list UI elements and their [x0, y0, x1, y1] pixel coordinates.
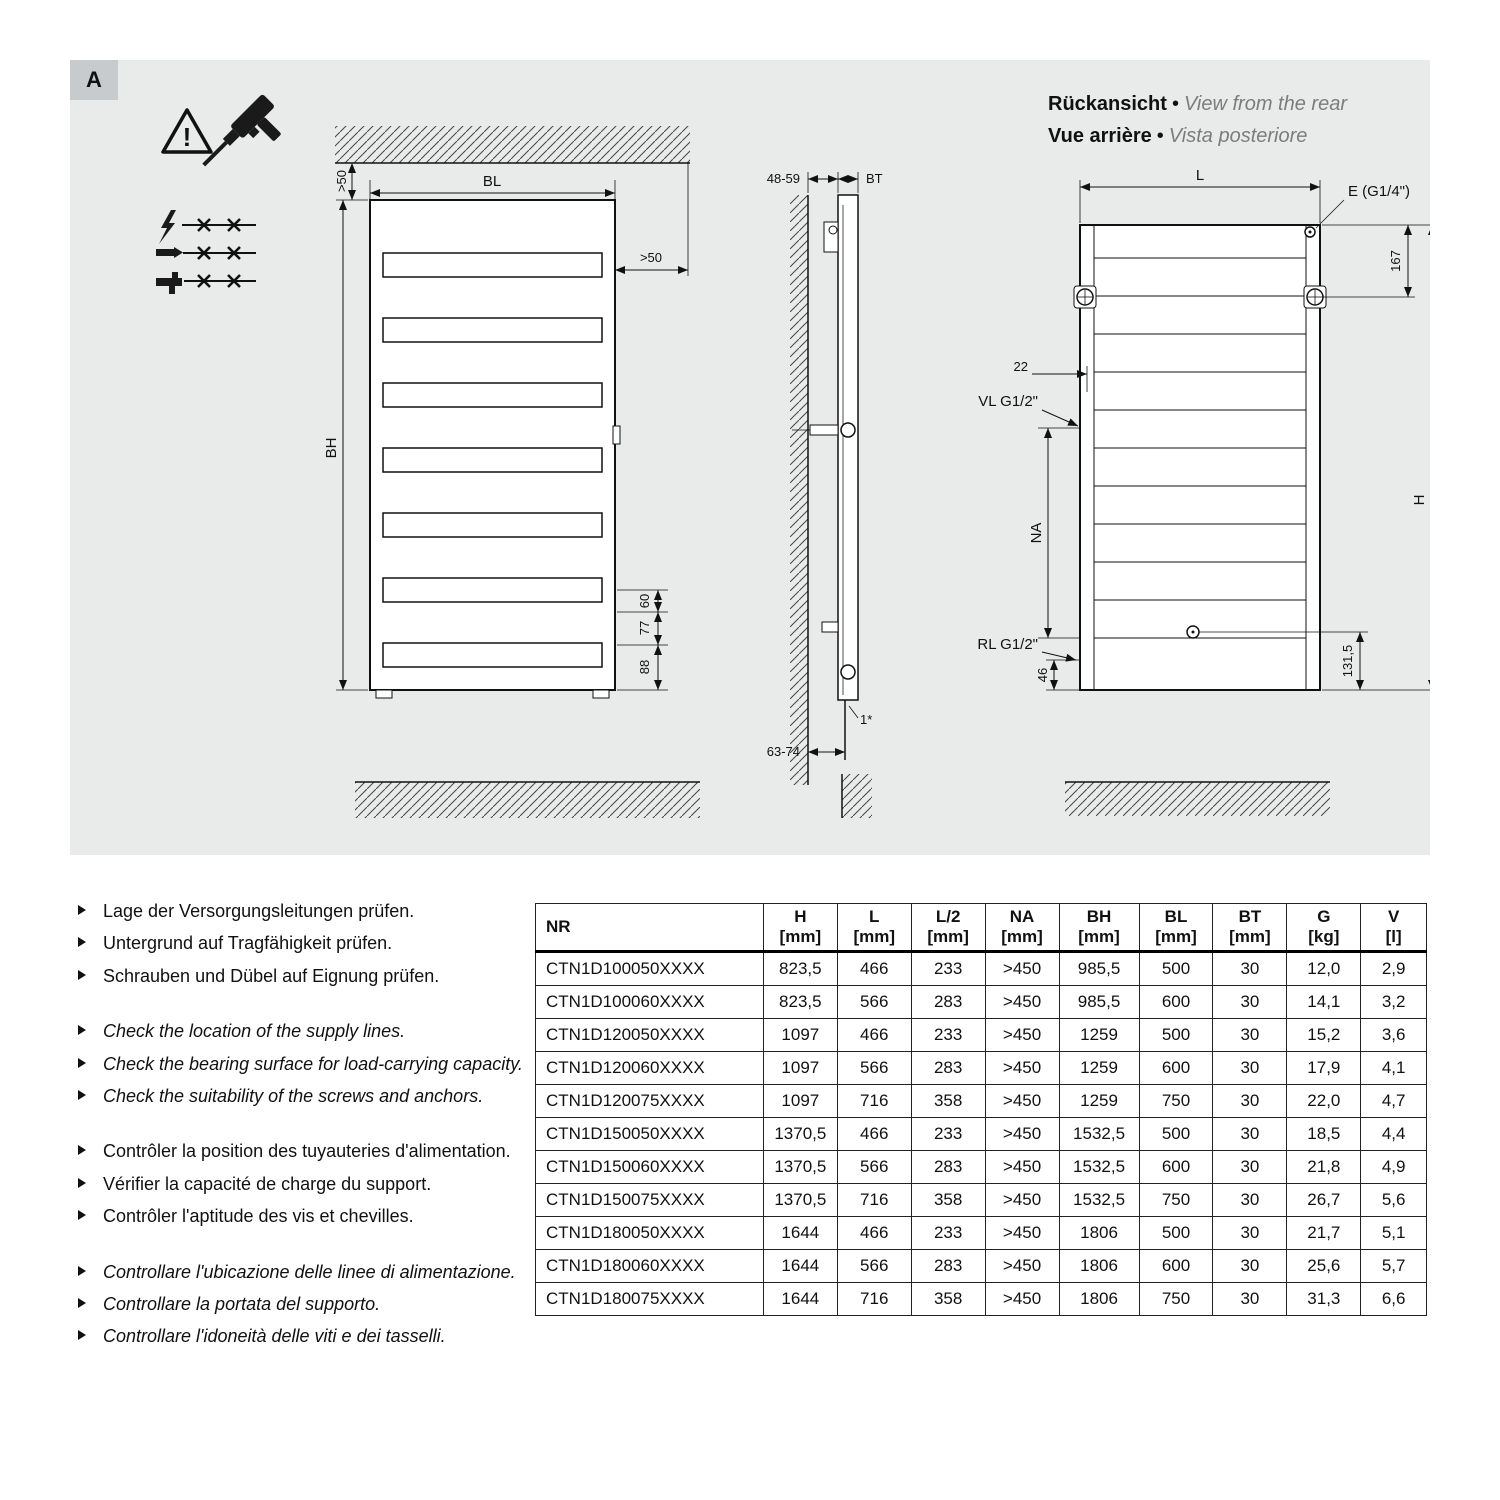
- dim-label-131-5: 131,5: [1340, 644, 1355, 678]
- front-view: [323, 126, 700, 818]
- value-cell: 566: [837, 1052, 911, 1085]
- value-cell: 283: [911, 1052, 985, 1085]
- value-cell: 30: [1213, 986, 1287, 1019]
- wall-hatch-side: [790, 195, 808, 785]
- value-cell: 30: [1213, 1052, 1287, 1085]
- model-number-cell: CTN1D120060XXXX: [536, 1052, 764, 1085]
- value-cell: 2,9: [1361, 952, 1427, 986]
- dim-label-1star: 1*: [860, 712, 873, 727]
- value-cell: 500: [1139, 1118, 1213, 1151]
- spec-table-body: [536, 952, 1427, 1316]
- technical-drawing: [70, 60, 1430, 855]
- value-cell: 4,4: [1361, 1118, 1427, 1151]
- dim-label-bl: BL: [482, 173, 502, 190]
- value-cell: 30: [1213, 1019, 1287, 1052]
- dim-label-l: L: [1195, 167, 1205, 184]
- value-cell: 30: [1213, 1283, 1287, 1316]
- lightning-icon: [159, 210, 176, 244]
- rear-view: [977, 167, 1430, 816]
- value-cell: 1370,5: [763, 1118, 837, 1151]
- dim-label-48-59: 48-59: [766, 171, 800, 186]
- value-cell: 18,5: [1287, 1118, 1361, 1151]
- value-cell: 1370,5: [763, 1184, 837, 1217]
- value-cell: 750: [1139, 1184, 1213, 1217]
- model-number-cell: CTN1D180075XXXX: [536, 1283, 764, 1316]
- value-cell: >450: [985, 1052, 1059, 1085]
- title-it: Vista posteriore: [1168, 125, 1308, 147]
- instruction-group: [76, 1020, 528, 1108]
- value-cell: 12,0: [1287, 952, 1361, 986]
- instruction-group: [76, 900, 528, 988]
- value-cell: 600: [1139, 986, 1213, 1019]
- value-cell: 358: [911, 1283, 985, 1316]
- value-cell: 283: [911, 1250, 985, 1283]
- table-row: [536, 1151, 1427, 1184]
- header-row: [536, 904, 1427, 952]
- col-header-h: H [mm]: [763, 904, 837, 952]
- title-de: Rückansicht: [1048, 93, 1167, 115]
- value-cell: 1806: [1059, 1217, 1139, 1250]
- radiator-side: [838, 195, 858, 700]
- value-cell: 30: [1213, 1250, 1287, 1283]
- instruction-item: Check the suitability of the screws and anchors.: [76, 1085, 528, 1108]
- radiator-rear: [1080, 225, 1320, 690]
- value-cell: 283: [911, 1151, 985, 1184]
- value-cell: 600: [1139, 1250, 1213, 1283]
- value-cell: 600: [1139, 1151, 1213, 1184]
- value-cell: 1259: [1059, 1085, 1139, 1118]
- bracket-bolt: [841, 423, 855, 437]
- value-cell: >450: [985, 1151, 1059, 1184]
- table-row: [536, 1184, 1427, 1217]
- value-cell: 21,7: [1287, 1217, 1361, 1250]
- value-cell: 358: [911, 1085, 985, 1118]
- value-cell: 823,5: [763, 986, 837, 1019]
- dim-label-bt: BT: [866, 171, 883, 186]
- lower-bracket: [822, 622, 838, 632]
- wall-hatch-top: [335, 126, 690, 163]
- value-cell: 600: [1139, 1052, 1213, 1085]
- value-cell: 30: [1213, 952, 1287, 986]
- value-cell: 1097: [763, 1085, 837, 1118]
- value-cell: >450: [985, 1283, 1059, 1316]
- table-row: [536, 952, 1427, 986]
- drill-icon: [197, 94, 292, 189]
- no-drill-conduit-row: [156, 247, 256, 259]
- value-cell: 1097: [763, 1052, 837, 1085]
- col-header-g: G [kg]: [1287, 904, 1361, 952]
- value-cell: 1644: [763, 1217, 837, 1250]
- col-header-bh: BH [mm]: [1059, 904, 1139, 952]
- value-cell: 716: [837, 1085, 911, 1118]
- side-clip: [613, 426, 620, 444]
- value-cell: 4,1: [1361, 1052, 1427, 1085]
- side-view: [767, 171, 883, 818]
- instruction-group: [76, 1261, 528, 1349]
- towel-bar-slot: [383, 253, 602, 277]
- value-cell: 14,1: [1287, 986, 1361, 1019]
- table-row: [536, 986, 1427, 1019]
- table-row: [536, 1283, 1427, 1316]
- value-cell: 750: [1139, 1283, 1213, 1316]
- instruction-item: Vérifier la capacité de charge du support.: [76, 1173, 528, 1196]
- value-cell: 1259: [1059, 1052, 1139, 1085]
- value-cell: 25,6: [1287, 1250, 1361, 1283]
- value-cell: 233: [911, 952, 985, 986]
- dim-label-77: 77: [637, 620, 652, 636]
- instruction-item: Controllare la portata del supporto.: [76, 1293, 528, 1316]
- value-cell: 1644: [763, 1283, 837, 1316]
- dim-label-bh: BH: [323, 437, 340, 459]
- bracket-bolt: [841, 665, 855, 679]
- value-cell: 1532,5: [1059, 1184, 1139, 1217]
- value-cell: >450: [985, 1250, 1059, 1283]
- no-drill-electric-row: [159, 210, 256, 244]
- col-header-bl: BL [mm]: [1139, 904, 1213, 952]
- model-number-cell: CTN1D180050XXXX: [536, 1217, 764, 1250]
- value-cell: 358: [911, 1184, 985, 1217]
- model-number-cell: CTN1D150060XXXX: [536, 1151, 764, 1184]
- value-cell: 985,5: [1059, 986, 1139, 1019]
- model-number-cell: CTN1D150050XXXX: [536, 1118, 764, 1151]
- dim-label-e-valve: E (G1/4"): [1348, 183, 1411, 200]
- value-cell: >450: [985, 1184, 1059, 1217]
- dim-label-gt50-side: >50: [639, 250, 663, 265]
- value-cell: 1532,5: [1059, 1151, 1139, 1184]
- value-cell: 1532,5: [1059, 1118, 1139, 1151]
- title-separator: •: [1171, 93, 1179, 115]
- radiator-foot: [376, 690, 392, 698]
- instruction-item: Controllare l'ubicazione delle linee di alimentazione.: [76, 1261, 528, 1284]
- value-cell: 500: [1139, 952, 1213, 986]
- value-cell: 566: [837, 986, 911, 1019]
- spec-table: [535, 903, 1427, 1316]
- model-number-cell: CTN1D120050XXXX: [536, 1019, 764, 1052]
- value-cell: 30: [1213, 1184, 1287, 1217]
- value-cell: 30: [1213, 1085, 1287, 1118]
- instruction-group: [76, 1140, 528, 1228]
- title-fr: Vue arrière: [1048, 125, 1152, 147]
- value-cell: 466: [837, 1118, 911, 1151]
- model-number-cell: CTN1D100060XXXX: [536, 986, 764, 1019]
- model-number-cell: CTN1D150075XXXX: [536, 1184, 764, 1217]
- value-cell: 1644: [763, 1250, 837, 1283]
- value-cell: >450: [985, 1085, 1059, 1118]
- value-cell: 466: [837, 952, 911, 986]
- value-cell: 17,9: [1287, 1052, 1361, 1085]
- value-cell: 716: [837, 1184, 911, 1217]
- value-cell: 3,2: [1361, 986, 1427, 1019]
- value-cell: 15,2: [1287, 1019, 1361, 1052]
- dim-label-vl: VL G1/2": [978, 393, 1038, 410]
- value-cell: 5,6: [1361, 1184, 1427, 1217]
- instruction-item: Untergrund auf Tragfähigkeit prüfen.: [76, 932, 528, 955]
- col-header-l: L [mm]: [837, 904, 911, 952]
- value-cell: 5,1: [1361, 1217, 1427, 1250]
- panel-label: A: [70, 60, 118, 100]
- dim-label-63-74: 63-74: [766, 744, 800, 759]
- instruction-item: Check the bearing surface for load-carrying capacity.: [76, 1053, 528, 1076]
- value-cell: >450: [985, 1217, 1059, 1250]
- value-cell: 30: [1213, 1217, 1287, 1250]
- value-cell: 233: [911, 1217, 985, 1250]
- value-cell: 1806: [1059, 1250, 1139, 1283]
- value-cell: 466: [837, 1217, 911, 1250]
- instruction-item: Schrauben und Dübel auf Eignung prüfen.: [76, 965, 528, 988]
- dim-label-22: 22: [1013, 359, 1028, 374]
- towel-bar-slot: [383, 513, 602, 537]
- value-cell: 21,8: [1287, 1151, 1361, 1184]
- instructions: [76, 900, 528, 1381]
- value-cell: 716: [837, 1283, 911, 1316]
- table-row: [536, 1052, 1427, 1085]
- value-cell: 1259: [1059, 1019, 1139, 1052]
- value-cell: 823,5: [763, 952, 837, 986]
- wall-bracket: [810, 425, 838, 435]
- value-cell: 30: [1213, 1151, 1287, 1184]
- dim-label-rl: RL G1/2": [977, 636, 1038, 653]
- conduit-icon: [156, 249, 174, 256]
- radiator-foot: [593, 690, 609, 698]
- value-cell: 500: [1139, 1019, 1213, 1052]
- faucet-icon: [156, 272, 182, 294]
- value-cell: 233: [911, 1019, 985, 1052]
- value-cell: >450: [985, 1019, 1059, 1052]
- instruction-item: Contrôler la position des tuyauteries d'alimentation.: [76, 1140, 528, 1163]
- col-header-v: V [l]: [1361, 904, 1427, 952]
- col-header-l2: L/2 [mm]: [911, 904, 985, 952]
- warning-exclamation: !: [182, 122, 192, 152]
- value-cell: 233: [911, 1118, 985, 1151]
- towel-bar-slot: [383, 578, 602, 602]
- model-number-cell: CTN1D180060XXXX: [536, 1250, 764, 1283]
- towel-bar-slot: [383, 318, 602, 342]
- value-cell: 1097: [763, 1019, 837, 1052]
- col-header-na: NA [mm]: [985, 904, 1059, 952]
- towel-bar-slot: [383, 448, 602, 472]
- value-cell: 6,6: [1361, 1283, 1427, 1316]
- value-cell: 566: [837, 1250, 911, 1283]
- table-row: [536, 1250, 1427, 1283]
- mounting-bracket-left: [1074, 286, 1096, 308]
- floor-hatch-side: [842, 774, 872, 818]
- dim-label-na: NA: [1028, 522, 1045, 544]
- floor-hatch-rear: [1065, 782, 1330, 816]
- col-header-nr: NR: [536, 904, 764, 952]
- value-cell: 30: [1213, 1118, 1287, 1151]
- table-row: [536, 1085, 1427, 1118]
- table-row: [536, 1118, 1427, 1151]
- value-cell: 1806: [1059, 1283, 1139, 1316]
- model-number-cell: CTN1D100050XXXX: [536, 952, 764, 986]
- table-row: [536, 1217, 1427, 1250]
- title-separator-2: •: [1156, 125, 1164, 147]
- value-cell: 22,0: [1287, 1085, 1361, 1118]
- dim-label-gt50-top: >50: [334, 169, 349, 193]
- spec-table-wrap: [535, 903, 1427, 1316]
- col-header-bt: BT [mm]: [1213, 904, 1287, 952]
- floor-hatch: [355, 782, 700, 818]
- dim-label-h: H: [1411, 494, 1428, 506]
- value-cell: >450: [985, 986, 1059, 1019]
- value-cell: 4,9: [1361, 1151, 1427, 1184]
- value-cell: >450: [985, 1118, 1059, 1151]
- value-cell: 283: [911, 986, 985, 1019]
- dim-label-60: 60: [637, 593, 652, 609]
- value-cell: 31,3: [1287, 1283, 1361, 1316]
- value-cell: 985,5: [1059, 952, 1139, 986]
- value-cell: >450: [985, 952, 1059, 986]
- instruction-item: Contrôler l'aptitude des vis et chevilles.: [76, 1205, 528, 1228]
- instruction-item: Lage der Versorgungsleitungen prüfen.: [76, 900, 528, 923]
- dim-label-46: 46: [1035, 667, 1050, 683]
- value-cell: 3,6: [1361, 1019, 1427, 1052]
- instruction-item: Check the location of the supply lines.: [76, 1020, 528, 1043]
- value-cell: 26,7: [1287, 1184, 1361, 1217]
- title-en: View from the rear: [1183, 93, 1347, 115]
- instruction-item: Controllare l'idoneità delle viti e dei tasselli.: [76, 1325, 528, 1348]
- towel-bar-slot: [383, 383, 602, 407]
- value-cell: 466: [837, 1019, 911, 1052]
- value-cell: 566: [837, 1151, 911, 1184]
- value-cell: 5,7: [1361, 1250, 1427, 1283]
- table-row: [536, 1019, 1427, 1052]
- value-cell: 500: [1139, 1217, 1213, 1250]
- dim-label-88: 88: [637, 659, 652, 675]
- drawing-panel: [70, 60, 1430, 855]
- value-cell: 750: [1139, 1085, 1213, 1118]
- warning-icons: [156, 94, 292, 294]
- towel-bar-slot: [383, 643, 602, 667]
- dim-label-167: 167: [1388, 250, 1403, 272]
- model-number-cell: CTN1D120075XXXX: [536, 1085, 764, 1118]
- no-drill-water-row: [156, 272, 256, 294]
- value-cell: 1370,5: [763, 1151, 837, 1184]
- value-cell: 4,7: [1361, 1085, 1427, 1118]
